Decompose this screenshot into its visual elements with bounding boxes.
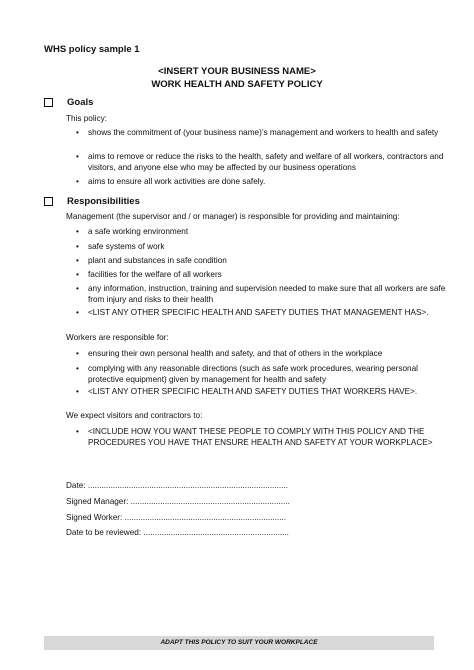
goals-heading <box>44 97 93 108</box>
visitors-item: <INCLUDE HOW YOU WANT THESE PEOPLE TO COMPLY WITH THIS POLICY AND THE PROCEDURES YOU HAVE THAT ENSURE HEALTH AND SAFETY AT YOUR WORKPLACE> <box>88 427 433 447</box>
bullet-icon: • <box>76 177 79 186</box>
workers-item: ensuring their own personal health and safety, and that of others in the workplace <box>88 349 383 358</box>
date-field: Date: ........................................................................................ <box>66 481 289 490</box>
bullet-icon: • <box>76 256 79 265</box>
responsibilities-checkbox-icon <box>44 197 53 206</box>
signed-manager-field: Signed Manager: ...................................................................... <box>66 497 290 506</box>
responsibilities-heading-text: Responsibilities <box>67 196 140 207</box>
bullet-icon: • <box>76 364 79 373</box>
workers-item: <LIST ANY OTHER SPECIFIC HEALTH AND SAFETY DUTIES THAT WORKERS HAVE>. <box>88 387 418 396</box>
goals-item: aims to remove or reduce the risks to the health, safety and welfare of all workers, contractors and visitors, and anyone else who may be affected by our business operations <box>88 152 444 172</box>
document-label: WHS policy sample 1 <box>44 44 140 55</box>
bullet-icon: • <box>76 349 79 358</box>
bullet-icon: • <box>76 227 79 236</box>
bullet-icon: • <box>76 387 79 396</box>
bullet-icon: • <box>76 242 79 251</box>
bullet-icon: • <box>76 284 79 293</box>
workers-item: complying with any reasonable directions (such as safe work procedures, wearing personal protective equipment) given by management for health and safety <box>88 364 418 384</box>
management-item: plant and substances in safe condition <box>88 256 227 265</box>
workers-intro: Workers are responsible for: <box>66 333 169 342</box>
management-intro: Management (the supervisor and / or manager) is responsible for providing and maintaining: <box>66 212 400 221</box>
business-name-placeholder: <INSERT YOUR BUSINESS NAME> <box>158 66 316 77</box>
responsibilities-heading <box>44 196 140 207</box>
visitors-intro: We expect visitors and contractors to: <box>66 411 203 420</box>
policy-title: WORK HEALTH AND SAFETY POLICY <box>151 79 323 90</box>
goals-checkbox-icon <box>44 98 53 107</box>
management-item: a safe working environment <box>88 227 189 236</box>
management-item: facilities for the welfare of all workers <box>88 270 222 279</box>
signed-worker-field: Signed Worker: ....................................................................... <box>66 513 287 522</box>
goals-item: shows the commitment of (your business name)’s management and workers to health and safety <box>88 128 439 137</box>
bullet-icon: • <box>76 270 79 279</box>
management-item: safe systems of work <box>88 242 165 251</box>
bullet-icon: • <box>76 128 79 137</box>
bullet-icon: • <box>76 427 79 436</box>
bullet-icon: • <box>76 308 79 317</box>
bullet-icon: • <box>76 152 79 161</box>
review-date-field: Date to be reviewed: ................................................................ <box>66 528 289 537</box>
goals-heading-text: Goals <box>67 97 94 108</box>
goals-intro: This policy: <box>66 114 107 123</box>
management-item: any information, instruction, training and supervision needed to make sure that all workers are safe from injury and risks to their health <box>88 284 446 304</box>
goals-item: aims to ensure all work activities are done safely. <box>88 177 266 186</box>
management-item: <LIST ANY OTHER SPECIFIC HEALTH AND SAFETY DUTIES THAT MANAGEMENT HAS>. <box>88 308 429 317</box>
footer-banner: ADAPT THIS POLICY TO SUIT YOUR WORKPLACE <box>44 636 434 650</box>
